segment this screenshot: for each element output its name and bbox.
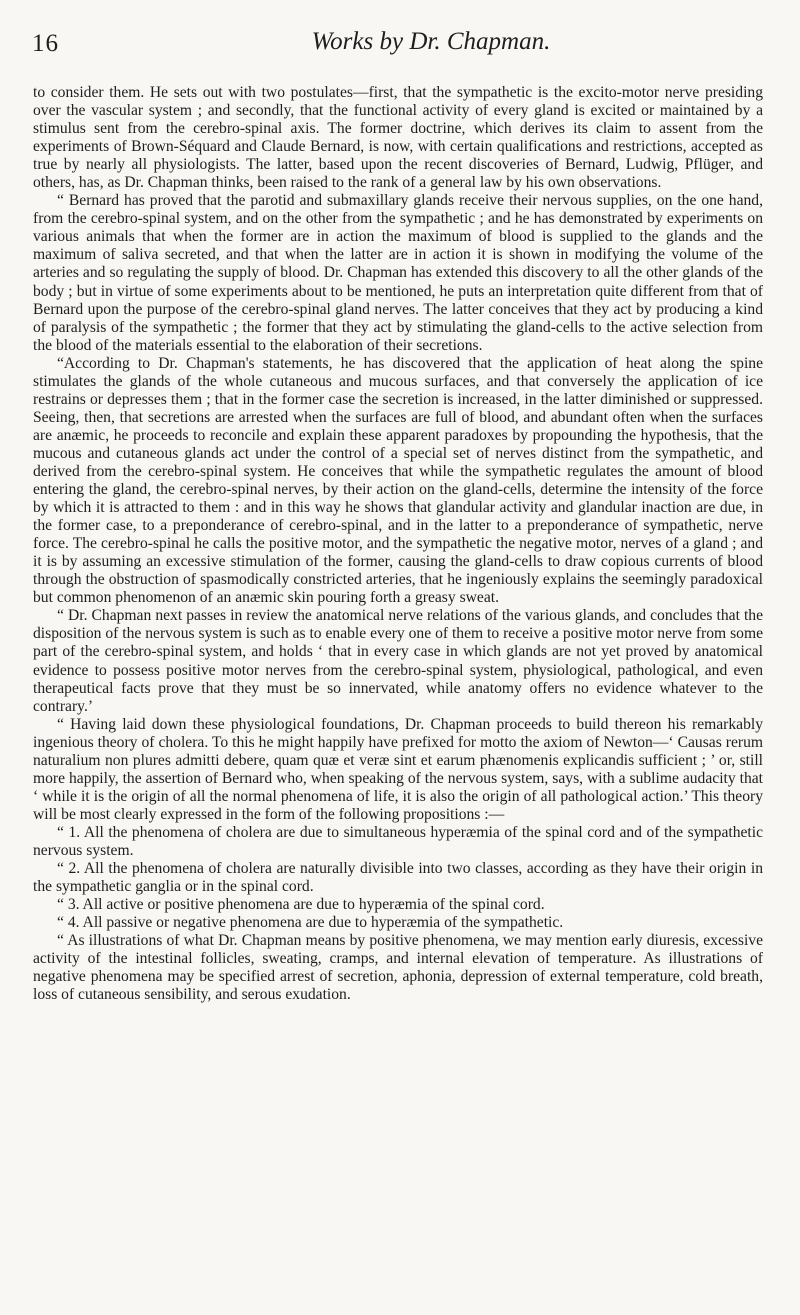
proposition-4: “ 4. All passive or negative phenomena are due to hyperæmia of the sympathetic. bbox=[57, 914, 564, 932]
paragraph-cholera-theory: “ Having laid down these physiological foundations, Dr. Chapman proceeds to build thereon his remarkably ingenious theory of cholera. To this he might happily have prefixed for motto the axiom of Newton—‘ Causas rerum naturalium non plures admitti debere, quam quæ et veræ sint et earum phænomenis explicandis sufficient ; ’ or, still more happily, the assertion of Bernard who, when speaking of the nervous system, says, with a sublime audacity that ‘ while it is the origin of all the normal phenomena of life, it is also the origin of all pathological action.’ This theory will be most clearly expressed in the form of the following propositions :— bbox=[33, 715, 763, 823]
page-header bbox=[32, 28, 770, 64]
body-text bbox=[33, 84, 763, 1004]
paragraph-bernard: “ Bernard has proved that the parotid and submaxillary glands receive their nervous supplies, on the one hand, from the cerebro-spinal system, and on the other from the sympathetic ; and he has demonstrated by experiments on various animals that when the former are in action the maximum of blood is supplied to the glands and the maximum of saliva secreted, and that when the latter are in action it is shown in modifying the volume of the arteries and so regulating the supply of blood. Dr. Chapman has extended this discovery to all the other glands of the body ; but in virtue of some experiments about to be mentioned, he puts an interpretation quite different from that of Bernard upon the purpose of the cerebro-spinal gland nerves. The latter conceives that they act by producing a kind of paralysis of the sympathetic ; the former that they act by stimulating the gland-cells to the active selection from the blood of the materials essential to the elaboration of their secretions. bbox=[33, 192, 763, 354]
page-number: 16 bbox=[32, 30, 59, 57]
paragraph-continuation: to consider them. He sets out with two postulates—first, that the sympathetic is the excito-motor nerve presiding over the vascular system ; and secondly, that the functional activity of every gland is excited or maintained by a stimulus sent from the cerebro-spinal axis. The former doctrine, which derives its claim to assent from the experiments of Brown-Séquard and Claude Bernard, is now, with certain qualifications and restrictions, accepted as true by nearly all physiologists. The latter, based upon the recent discoveries of Bernard, Ludwig, Pflüger, and others, has, as Dr. Chapman thinks, been raised to the rank of a general law by his own observations. bbox=[33, 84, 763, 192]
proposition-1: “ 1. All the phenomena of cholera are due to simultaneous hyperæmia of the spinal cord and of the sympathetic nervous system. bbox=[33, 823, 763, 859]
proposition-2: “ 2. All the phenomena of cholera are naturally divisible into two classes, according as they have their origin in the sympathetic ganglia or in the spinal cord. bbox=[33, 860, 763, 896]
proposition-3: “ 3. All active or positive phenomena are due to hyperæmia of the spinal cord. bbox=[57, 896, 545, 914]
running-title: Works by Dr. Chapman. bbox=[311, 28, 551, 55]
paragraph-illustrations: “ As illustrations of what Dr. Chapman means by positive phenomena, we may mention early diuresis, excessive activity of the intestinal follicles, sweating, cramps, and internal elevation of temperature. As illustrations of negative phenomena may be specified arrest of secretion, aphonia, depression of external temperature, cold breath, loss of cutaneous sensibility, and serous exudation. bbox=[33, 932, 763, 1004]
paragraph-statements: “According to Dr. Chapman's statements, he has discovered that the application of heat along the spine stimulates the glands of the whole cutaneous and mucous surfaces, and that conversely the application of ice restrains or depresses them ; that in the former case the secretion is increased, in the latter diminished or suppressed. Seeing, then, that secretions are arrested when the surfaces are full of blood, and abundant often when the surfaces are anæmic, he proceeds to reconcile and explain these apparent paradoxes by propounding the hypothesis, that the mucous and cutaneous glands act under the control of a special set of nerves distinct from the sympathetic, and derived from the cerebro-spinal system. He conceives that while the sympathetic regulates the amount of blood entering the gland, the cerebro-spinal nerves, by their action on the gland-cells, determine the intensity of the force by which it is attracted to them : and in this way he shows that glandular activity and glandular inaction are due, in the former case, to a preponderance of cerebro-spinal, and in the latter to a preponderance of sympathetic, nerve force. The cerebro-spinal he calls the positive motor, and the sympathetic the negative motor, nerves of a gland ; and it is by assuming an excessive stimulation of the former, causing the gland-cells to draw copious currents of blood through the obstruction of spasmodically constricted arteries, that he ingeniously explains the seemingly paradoxical but common phenomenon of an anæmic skin pouring forth a greasy sweat. bbox=[33, 354, 763, 607]
paragraph-anatomical: “ Dr. Chapman next passes in review the anatomical nerve relations of the various glands, and concludes that the disposition of the nervous system is such as to enable every one of them to receive a positive motor nerve from some part of the cerebro-spinal system, and holds ‘ that in every case in which glands are not yet proved by anatomical evidence to possess positive motor nerves from the cerebro-spinal system, physiological, pathological, and even therapeutical facts prove that they must be so innervated, while anatomy offers no evidence whatever to the contrary.’ bbox=[33, 607, 763, 715]
